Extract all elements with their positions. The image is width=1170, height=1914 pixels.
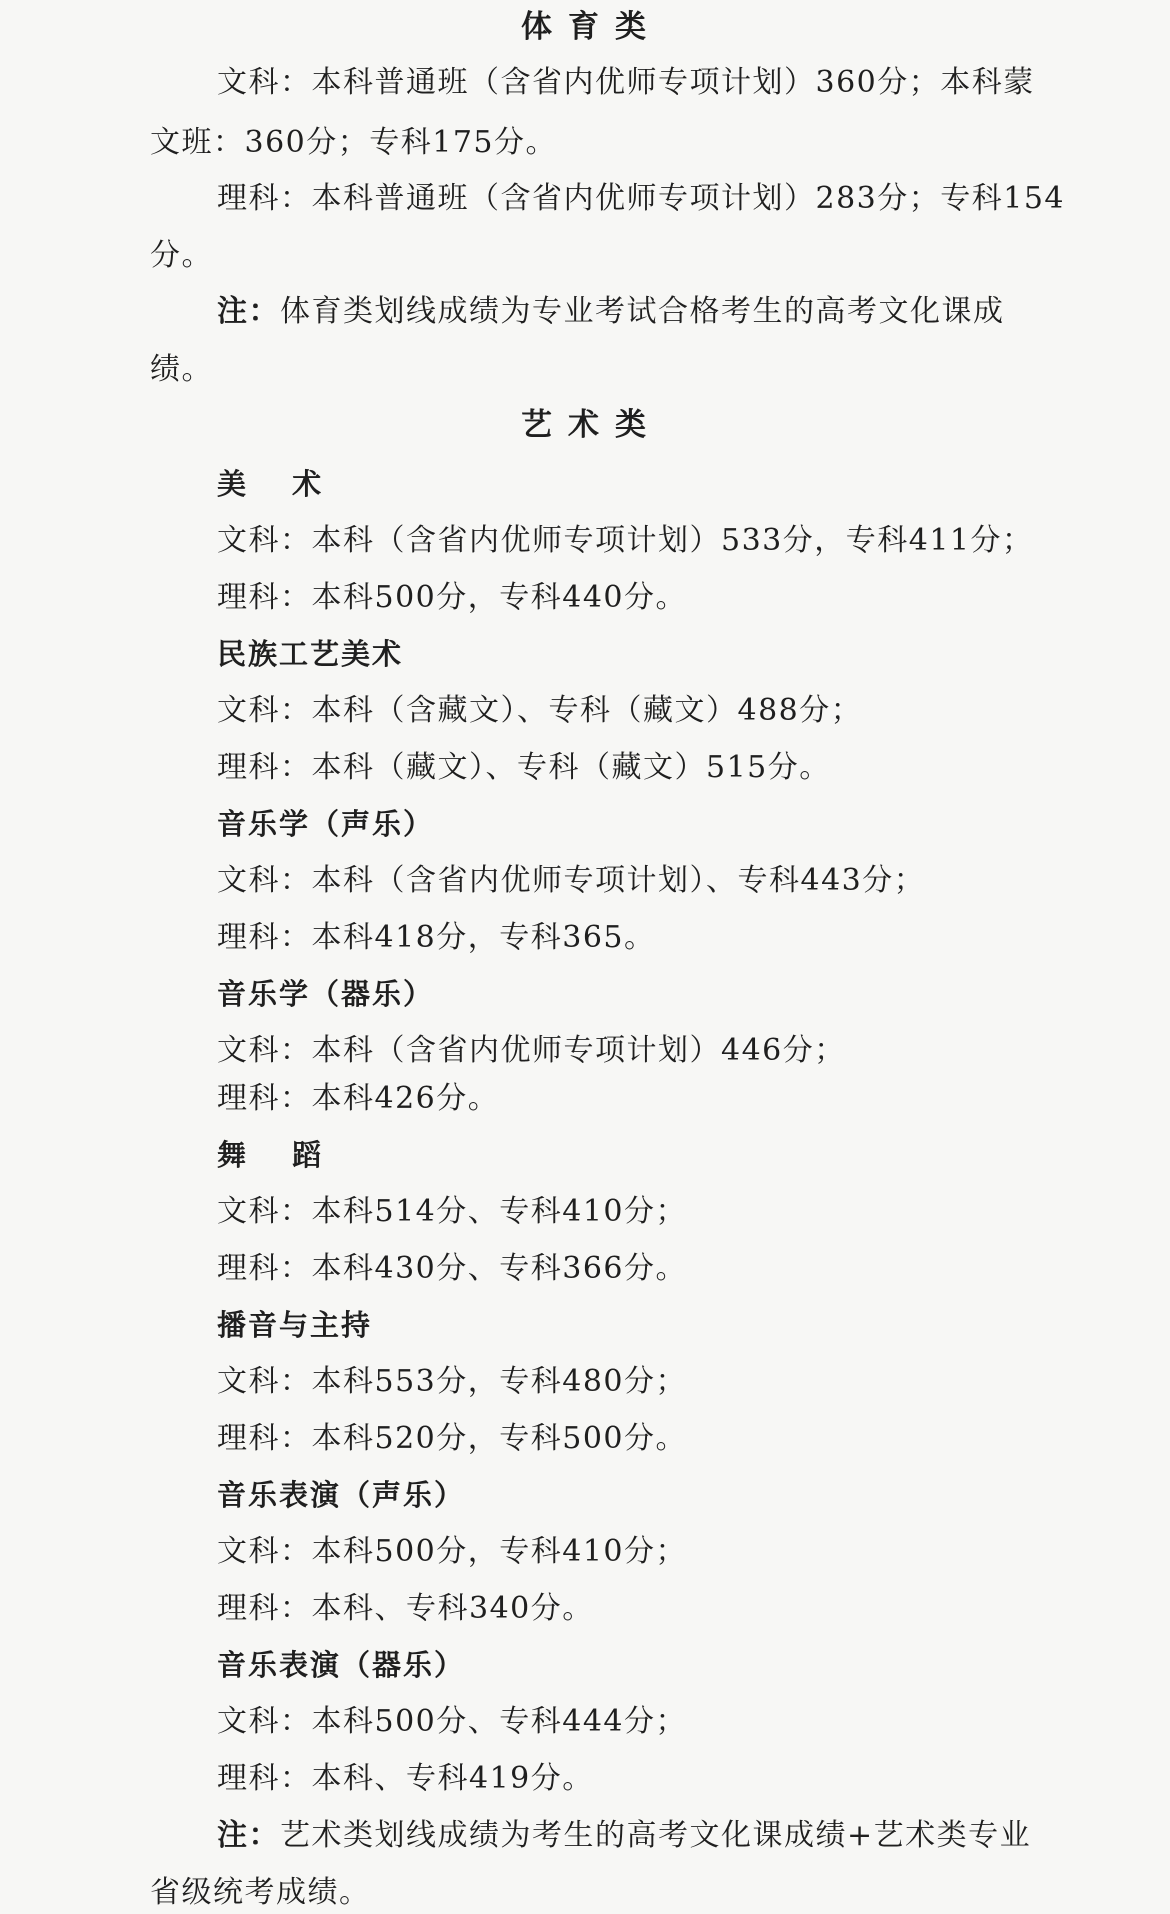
sports-note-line-2: 绩。 bbox=[150, 352, 213, 387]
art-section-minzu-wenke: 文科：本科（含藏文）、专科（藏文）488分； bbox=[217, 693, 863, 728]
art-section-boyin-wenke: 文科：本科553分，专科480分； bbox=[217, 1364, 688, 1399]
art-section-boyin-like: 理科：本科520分，专科500分。 bbox=[217, 1421, 688, 1456]
art-heading: 艺术类 bbox=[521, 407, 662, 443]
art-section-wudao-wenke: 文科：本科514分、专科410分； bbox=[217, 1194, 688, 1229]
art-section-wudao-title: 舞 蹈 bbox=[217, 1138, 340, 1172]
art-note-line-2: 省级统考成绩。 bbox=[150, 1875, 371, 1910]
sports-wenke-line-1: 文科：本科普通班（含省内优师专项计划）360分；本科蒙 bbox=[217, 65, 1035, 100]
art-section-biaoyan-qiyue-title: 音乐表演（器乐） bbox=[217, 1648, 466, 1682]
art-section-biaoyan-shengyue-wenke: 文科：本科500分，专科410分； bbox=[217, 1534, 688, 1569]
sports-note-line-1 bbox=[217, 294, 1005, 329]
sports-like-line-1: 理科：本科普通班（含省内优师专项计划）283分；专科154 bbox=[217, 181, 1066, 216]
art-section-meishu-wenke: 文科：本科（含省内优师专项计划）533分，专科411分； bbox=[217, 523, 1034, 558]
art-section-biaoyan-shengyue-title: 音乐表演（声乐） bbox=[217, 1478, 466, 1512]
art-section-yinyuexue-shengyue-title: 音乐学（声乐） bbox=[217, 807, 435, 841]
art-note-line-1 bbox=[217, 1818, 1032, 1853]
art-section-wudao-like: 理科：本科430分、专科366分。 bbox=[217, 1251, 688, 1286]
art-note-text: 艺术类划线成绩为考生的高考文化课成绩+艺术类专业 bbox=[280, 1818, 1032, 1853]
sports-note-label: 注： bbox=[217, 294, 280, 329]
art-note-label: 注： bbox=[217, 1818, 280, 1853]
art-section-biaoyan-qiyue-like: 理科：本科、专科419分。 bbox=[217, 1761, 594, 1796]
art-section-biaoyan-qiyue-wenke: 文科：本科500分、专科444分； bbox=[217, 1704, 688, 1739]
art-section-meishu-like: 理科：本科500分，专科440分。 bbox=[217, 580, 688, 615]
art-section-yinyuexue-shengyue-wenke: 文科：本科（含省内优师专项计划）、专科443分； bbox=[217, 863, 926, 898]
art-section-yinyuexue-qiyue-title: 音乐学（器乐） bbox=[217, 977, 435, 1011]
art-section-boyin-title: 播音与主持 bbox=[217, 1308, 373, 1342]
art-section-yinyuexue-qiyue-wenke: 文科：本科（含省内优师专项计划）446分； bbox=[217, 1033, 846, 1068]
sports-heading: 体育类 bbox=[521, 9, 662, 45]
art-section-yinyuexue-shengyue-like: 理科：本科418分，专科365。 bbox=[217, 920, 656, 955]
sports-like-line-2: 分。 bbox=[150, 238, 213, 273]
sports-wenke-line-2: 文班：360分；专科175分。 bbox=[150, 125, 558, 160]
art-section-minzu-like: 理科：本科（藏文）、专科（藏文）515分。 bbox=[217, 750, 831, 785]
art-section-meishu-title: 美 术 bbox=[217, 467, 340, 501]
art-section-minzu-title: 民族工艺美术 bbox=[217, 637, 404, 671]
art-section-yinyuexue-qiyue-like: 理科：本科426分。 bbox=[217, 1081, 500, 1116]
art-section-biaoyan-shengyue-like: 理科：本科、专科340分。 bbox=[217, 1591, 594, 1626]
sports-note-text: 体育类划线成绩为专业考试合格考生的高考文化课成 bbox=[280, 294, 1005, 329]
